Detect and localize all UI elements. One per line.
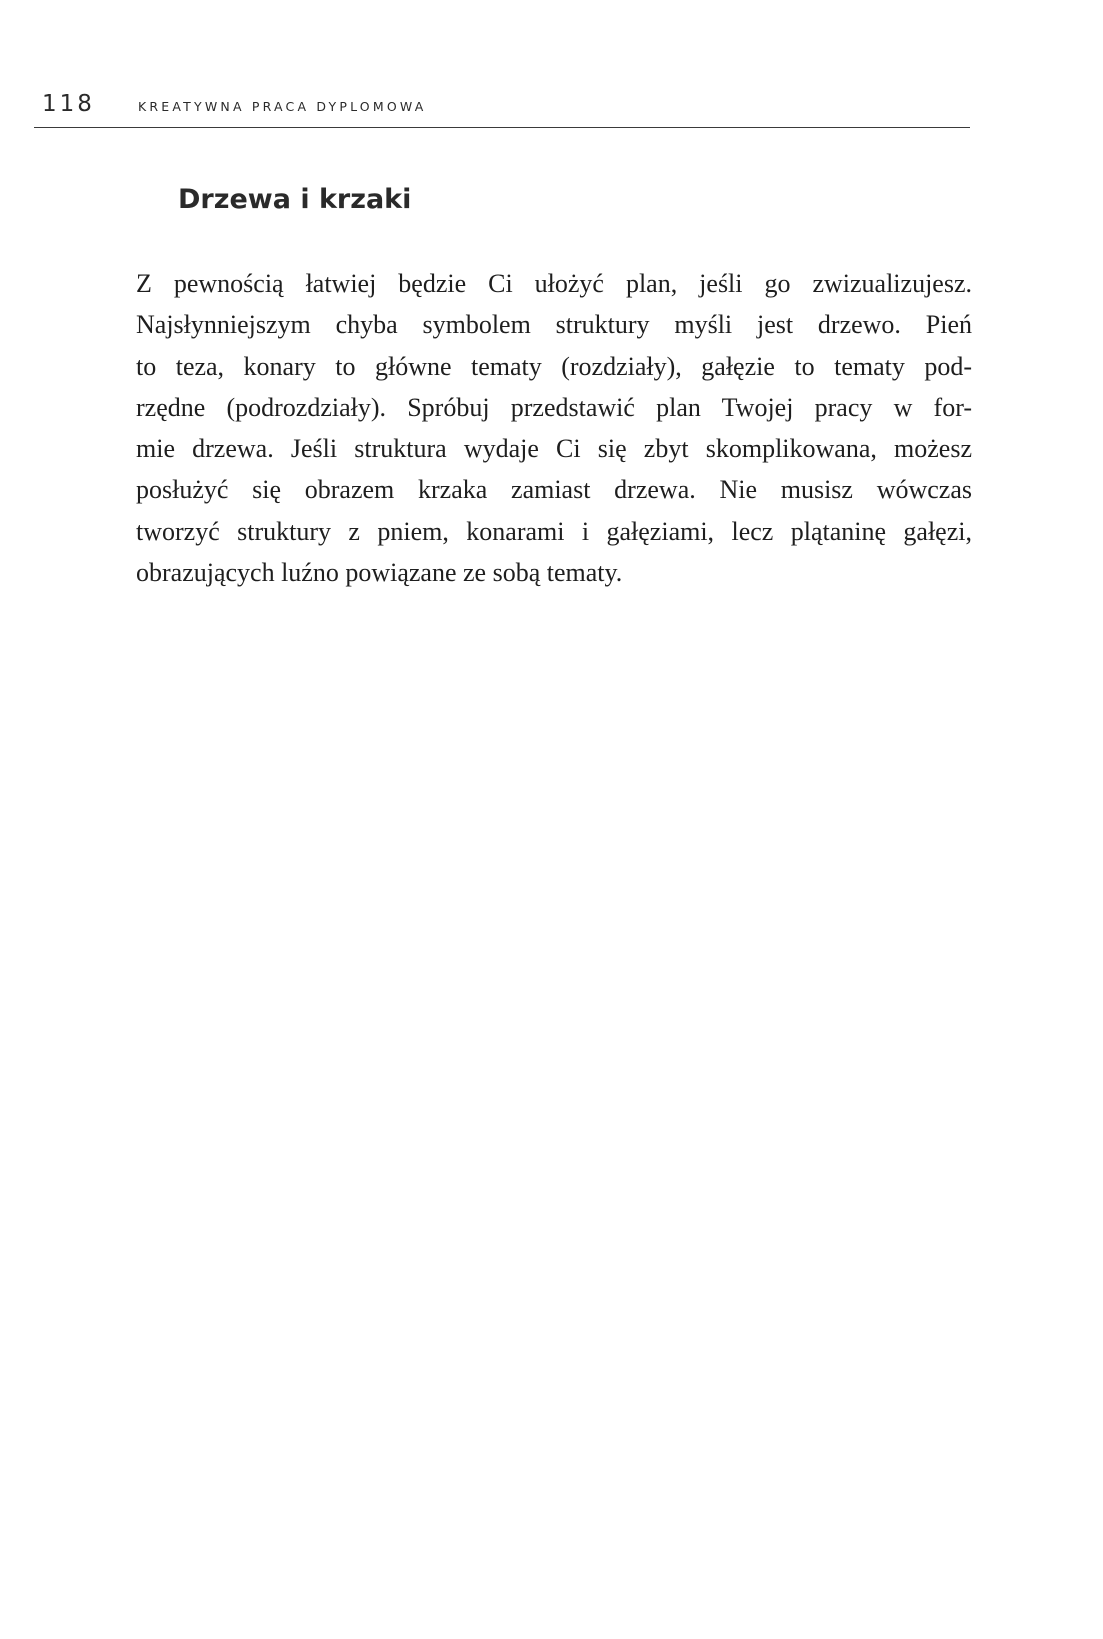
paragraph-line: mie drzewa. Jeśli struktura wydaje Ci się zbyt skomplikowana, możesz	[136, 434, 972, 464]
page-number: 118	[42, 91, 95, 117]
running-title: KREATYWNA PRACA DYPLOMOWA	[138, 99, 427, 114]
paragraph-line: Najsłynniejszym chyba symbolem struktury myśli jest drzewo. Pień	[136, 310, 972, 340]
paragraph-line: tworzyć struktury z pniem, konarami i gałęziami, lecz plątaninę gałęzi,	[136, 516, 972, 546]
paragraph-line: Z pewnością łatwiej będzie Ci ułożyć plan, jeśli go zwizualizujesz.	[136, 269, 972, 298]
running-header	[34, 88, 970, 128]
paragraph-line: posłużyć się obrazem krzaka zamiast drzewa. Nie musisz wówczas	[136, 475, 972, 505]
paragraph-line: rzędne (podrozdziały). Spróbuj przedstawić plan Twojej pracy w for-	[136, 392, 972, 422]
body-paragraph	[136, 263, 972, 593]
section-heading: Drzewa i krzaki	[178, 184, 412, 215]
paragraph-line: to teza, konary to główne tematy (rozdziały), gałęzie to tematy pod-	[136, 351, 972, 381]
paragraph-line: obrazujących luźno powiązane ze sobą tematy.	[136, 558, 623, 588]
